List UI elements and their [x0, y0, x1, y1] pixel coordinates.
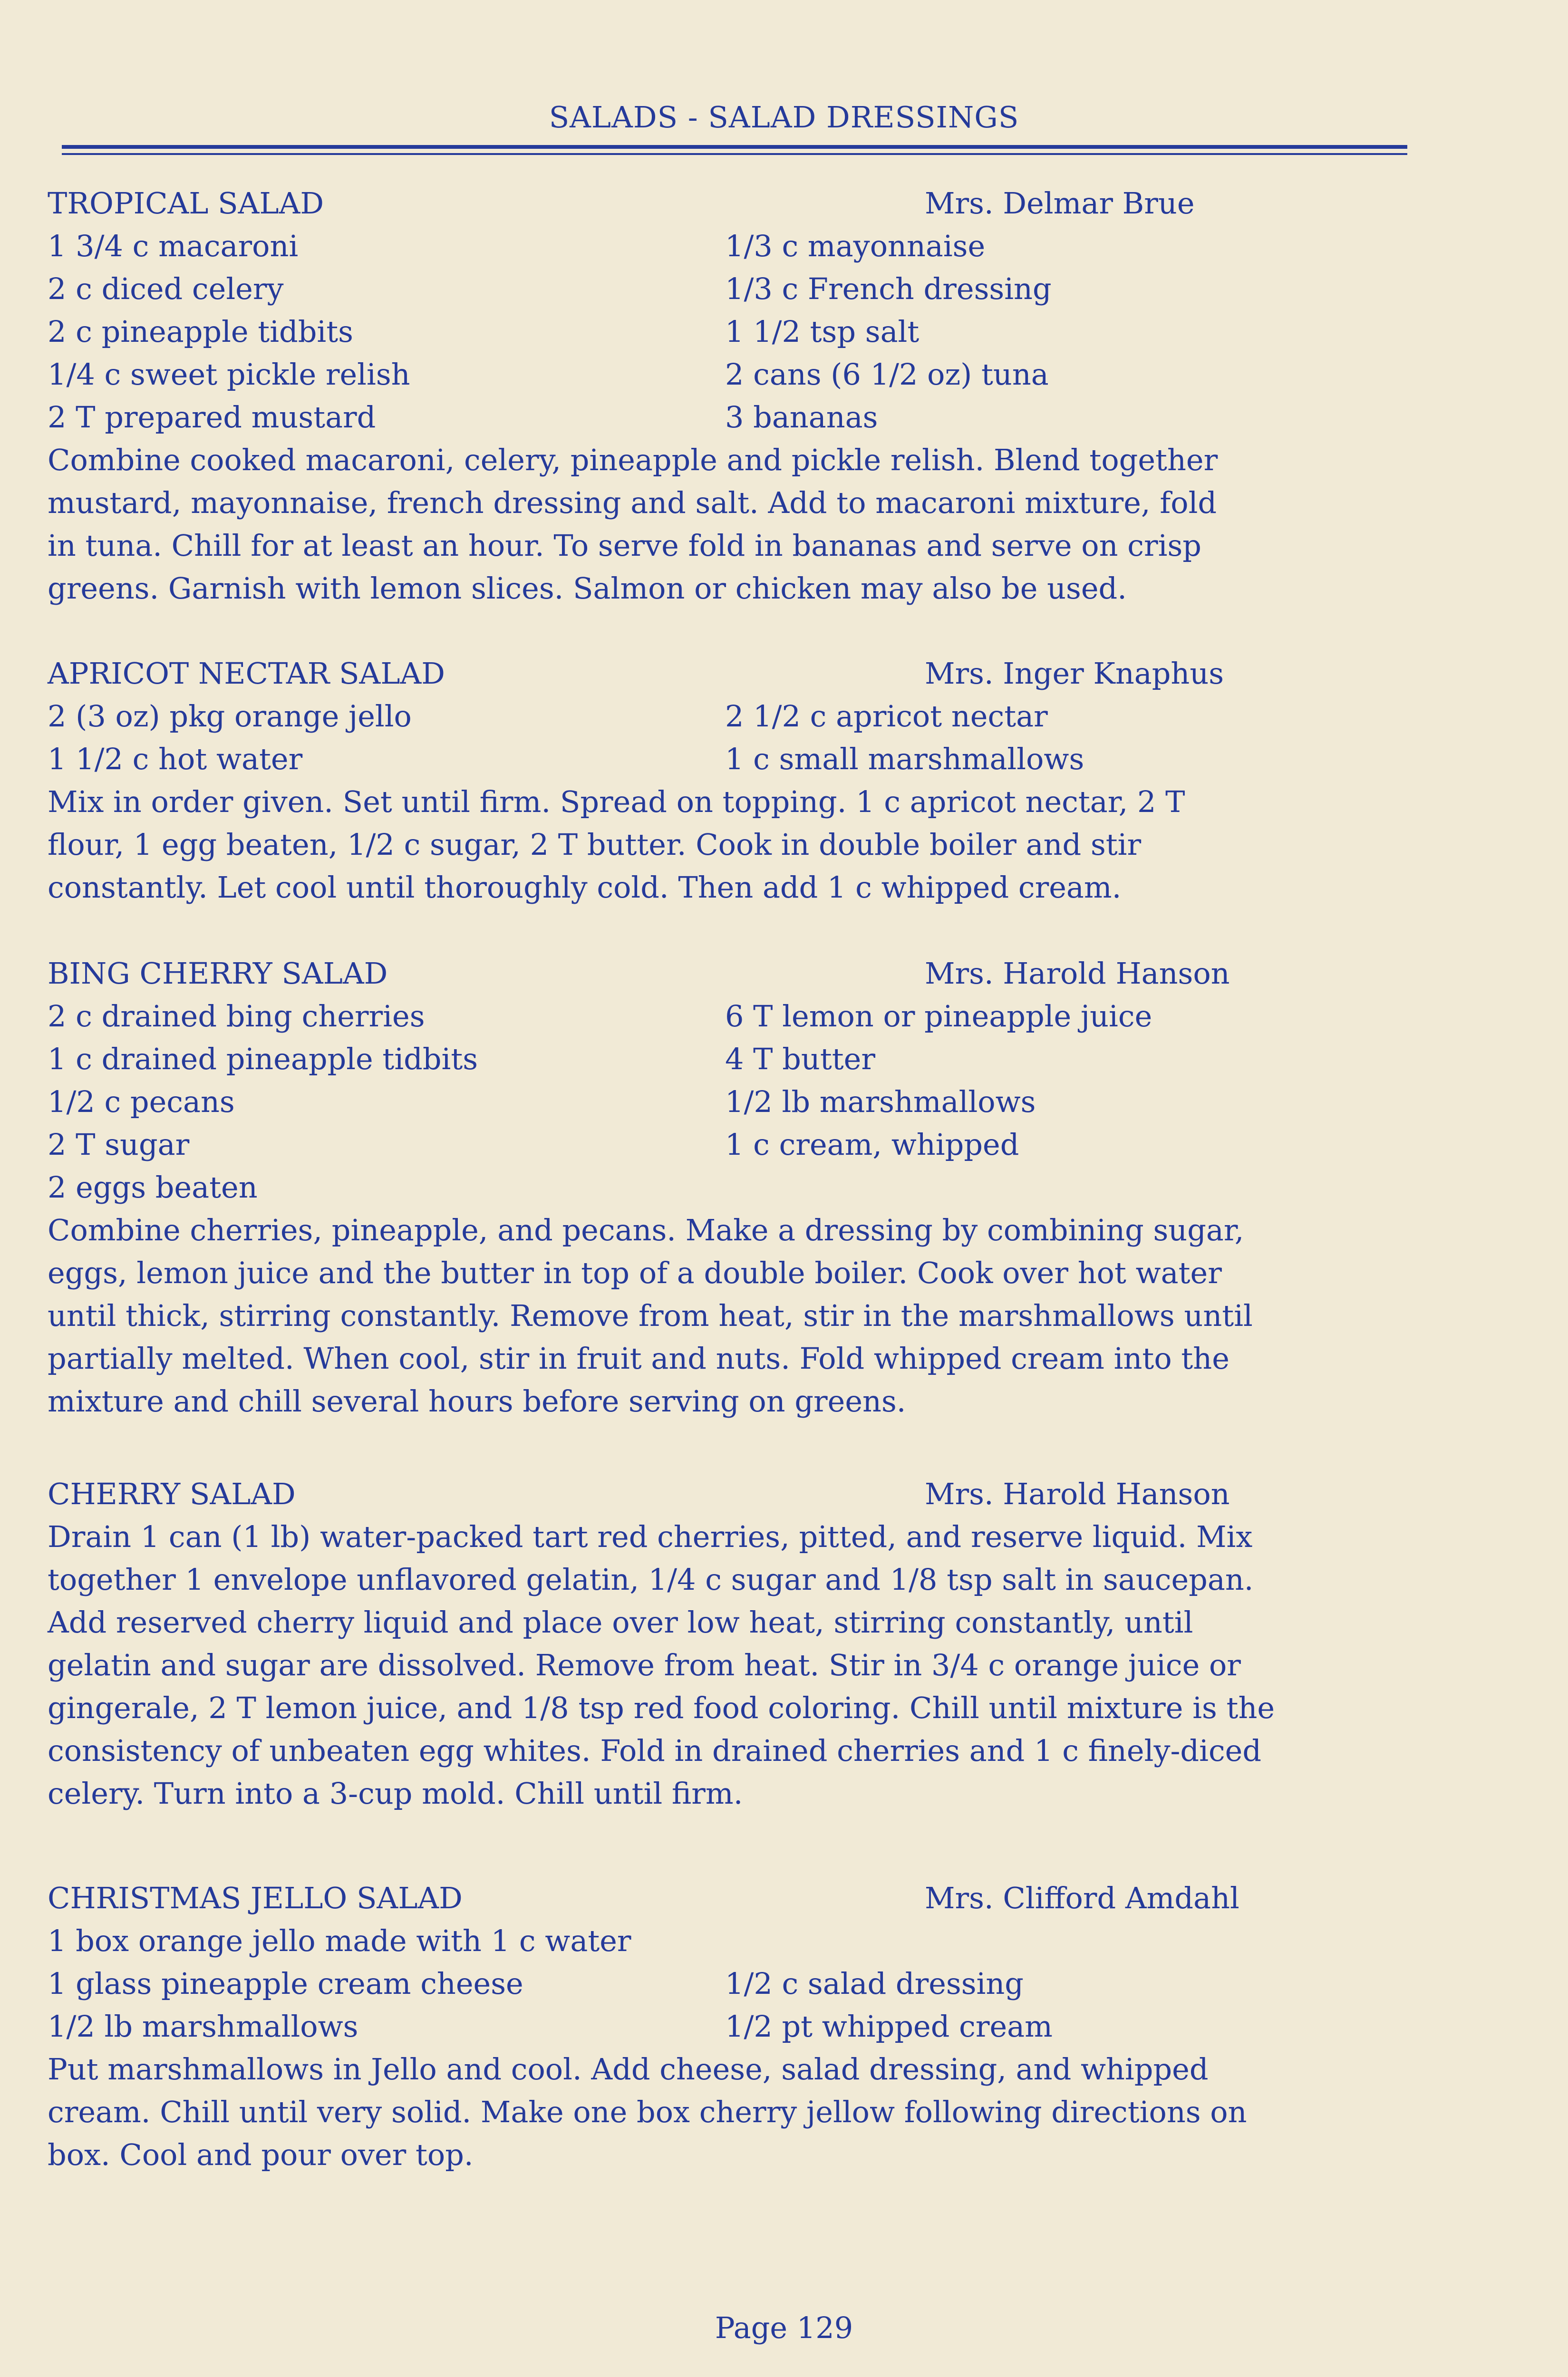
ingredient: 1 1/2 tsp salt: [725, 314, 920, 349]
ingredient: 1/2 pt whipped cream: [725, 2009, 1053, 2044]
ingredient: 2 eggs beaten: [48, 1170, 258, 1205]
direction-line: greens. Garnish with lemon slices. Salmon or chicken may also be used.: [48, 571, 1127, 606]
ingredient: 1/2 lb marshmallows: [48, 2009, 358, 2044]
direction-line: Combine cooked macaroni, celery, pineapple and pickle relish. Blend together: [48, 443, 1218, 477]
recipe-author: Mrs. Delmar Brue: [925, 186, 1195, 221]
ingredient: 1/2 lb marshmallows: [725, 1084, 1036, 1119]
direction-line: celery. Turn into a 3-cup mold. Chill until firm.: [48, 1776, 743, 1811]
direction-line: Combine cherries, pineapple, and pecans. Make a dressing by combining sugar,: [48, 1213, 1244, 1247]
header-rule-thin: [62, 153, 1407, 155]
ingredient: 1 c small marshmallows: [725, 742, 1084, 776]
ingredient: 2 T prepared mustard: [48, 400, 376, 435]
direction-line: Mix in order given. Set until firm. Spread on topping. 1 c apricot nectar, 2 T: [48, 784, 1185, 819]
direction-line: together 1 envelope unflavored gelatin, 1/4 c sugar and 1/8 tsp salt in saucepan.: [48, 1562, 1254, 1597]
ingredient: 3 bananas: [725, 400, 878, 435]
recipe-title: BING CHERRY SALAD: [48, 956, 388, 991]
ingredient: 1 1/2 c hot water: [48, 742, 303, 776]
ingredient: 2 c diced celery: [48, 271, 284, 306]
recipe-cherry-salad: [48, 1473, 1483, 1815]
direction-line: gingerale, 2 T lemon juice, and 1/8 tsp red food coloring. Chill until mixture is the: [48, 1691, 1275, 1725]
direction-line: eggs, lemon juice and the butter in top of a double boiler. Cook over hot water: [48, 1256, 1222, 1290]
ingredient: 1 3/4 c macaroni: [48, 229, 299, 263]
ingredient: 1/3 c mayonnaise: [725, 229, 986, 263]
ingredient: 1/2 c salad dressing: [725, 1966, 1024, 2001]
ingredient: 1 box orange jello made with 1 c water: [48, 1923, 631, 1958]
ingredient: 6 T lemon or pineapple juice: [725, 999, 1152, 1034]
direction-line: Add reserved cherry liquid and place over low heat, stirring constantly, until: [48, 1605, 1193, 1640]
direction-line: gelatin and sugar are dissolved. Remove from heat. Stir in 3/4 c orange juice or: [48, 1648, 1241, 1682]
ingredient: 1 c drained pineapple tidbits: [48, 1042, 478, 1076]
recipe-tropical-salad: [48, 182, 1483, 610]
ingredient: 1/2 c pecans: [48, 1084, 235, 1119]
recipe-bing-cherry-salad: [48, 952, 1483, 1423]
ingredient: 4 T butter: [725, 1042, 875, 1076]
header-rule: [62, 145, 1407, 149]
ingredient: 2 (3 oz) pkg orange jello: [48, 699, 412, 734]
ingredient: 1/3 c French dressing: [725, 271, 1052, 306]
recipe-title: APRICOT NECTAR SALAD: [48, 656, 445, 691]
recipe-title: TROPICAL SALAD: [48, 186, 324, 221]
direction-line: in tuna. Chill for at least an hour. To serve fold in bananas and serve on crisp: [48, 528, 1201, 563]
recipe-author: Mrs. Inger Knaphus: [925, 656, 1224, 691]
recipe-author: Mrs. Harold Hanson: [925, 956, 1230, 991]
page-number: Page 129: [715, 2310, 853, 2345]
ingredient: 2 c drained bing cherries: [48, 999, 425, 1034]
direction-line: partially melted. When cool, stir in fruit and nuts. Fold whipped cream into the: [48, 1341, 1229, 1376]
direction-line: mixture and chill several hours before serving on greens.: [48, 1384, 906, 1419]
direction-line: Drain 1 can (1 lb) water-packed tart red cherries, pitted, and reserve liquid. Mix: [48, 1519, 1253, 1554]
direction-line: mustard, mayonnaise, french dressing and salt. Add to macaroni mixture, fold: [48, 485, 1217, 520]
ingredient: 2 cans (6 1/2 oz) tuna: [725, 357, 1049, 392]
recipe-author: Mrs. Clifford Amdahl: [925, 1881, 1239, 1915]
ingredient: 1/4 c sweet pickle relish: [48, 357, 410, 392]
ingredient: 1 c cream, whipped: [725, 1127, 1019, 1162]
ingredient: 2 T sugar: [48, 1127, 190, 1162]
recipe-author: Mrs. Harold Hanson: [925, 1477, 1230, 1511]
direction-line: constantly. Let cool until thoroughly cold. Then add 1 c whipped cream.: [48, 870, 1122, 905]
direction-line: Put marshmallows in Jello and cool. Add cheese, salad dressing, and whipped: [48, 2052, 1209, 2087]
direction-line: consistency of unbeaten egg whites. Fold in drained cherries and 1 c finely-diced: [48, 1733, 1262, 1768]
direction-line: until thick, stirring constantly. Remove from heat, stir in the marshmallows until: [48, 1298, 1253, 1333]
recipe-apricot-nectar-salad: [48, 652, 1483, 909]
direction-line: box. Cool and pour over top.: [48, 2137, 474, 2172]
ingredient: 1 glass pineapple cream cheese: [48, 1966, 523, 2001]
direction-line: flour, 1 egg beaten, 1/2 c sugar, 2 T butter. Cook in double boiler and stir: [48, 827, 1142, 862]
recipe-title: CHRISTMAS JELLO SALAD: [48, 1881, 463, 1915]
direction-line: cream. Chill until very solid. Make one box cherry jellow following directions on: [48, 2095, 1247, 2129]
recipe-christmas-jello-salad: [48, 1877, 1483, 2176]
ingredient: 2 1/2 c apricot nectar: [725, 699, 1048, 734]
page-header: SALADS - SALAD DRESSINGS: [549, 100, 1019, 135]
recipe-title: CHERRY SALAD: [48, 1477, 296, 1511]
ingredient: 2 c pineapple tidbits: [48, 314, 353, 349]
